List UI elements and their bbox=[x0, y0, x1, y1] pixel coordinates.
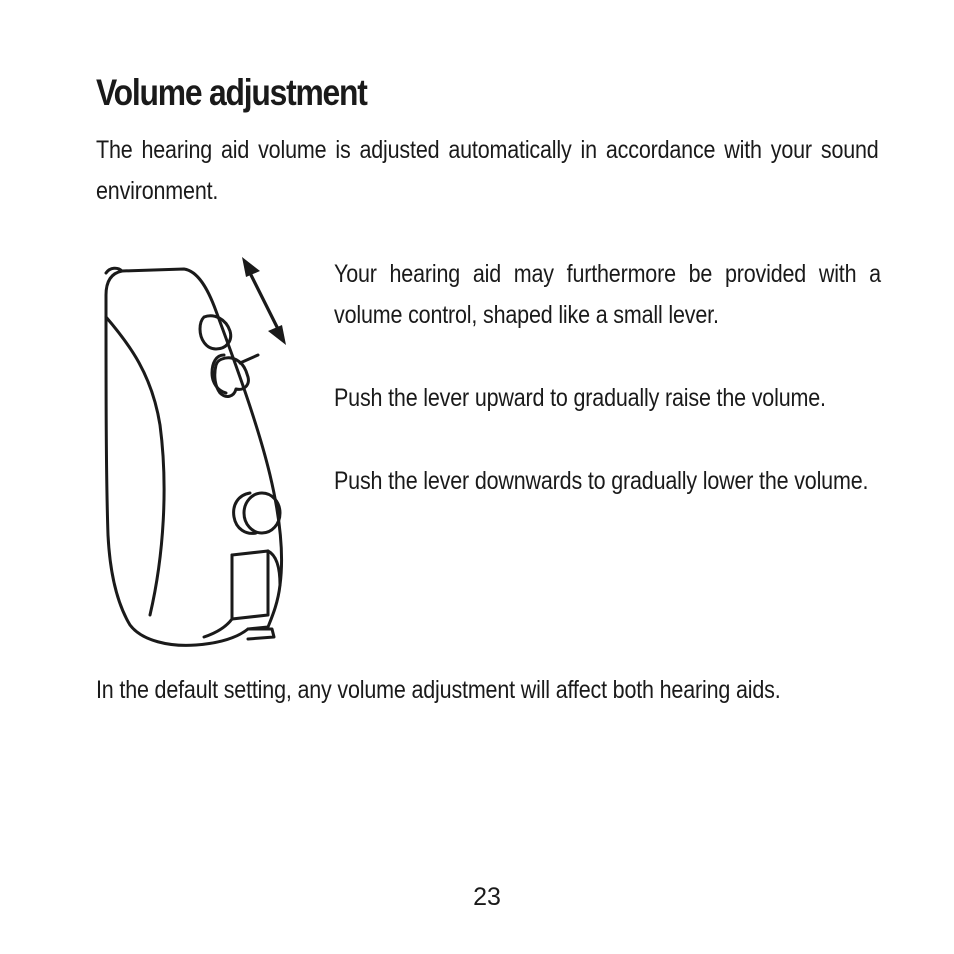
lower-volume-paragraph: Push the lever downwards to gradually lower the volume. bbox=[334, 467, 869, 495]
lever-instructions bbox=[334, 254, 954, 502]
page-number: 23 bbox=[473, 883, 501, 911]
lever-paragraph: Your hearing aid may furthermore be provided with a volume control, shaped like a small lever. bbox=[334, 260, 881, 329]
outro-block bbox=[96, 670, 954, 711]
double-arrow-icon bbox=[242, 257, 286, 345]
intro-block bbox=[96, 130, 954, 212]
hearing-aid-illustration bbox=[100, 255, 300, 655]
page-title: Volume adjustment bbox=[96, 72, 367, 113]
intro-paragraph: The hearing aid volume is adjusted automatically in accordance with your sound environment. bbox=[96, 136, 879, 205]
raise-volume-paragraph: Push the lever upward to gradually raise the volume. bbox=[334, 384, 826, 412]
default-setting-paragraph: In the default setting, any volume adjustment will affect both hearing aids. bbox=[96, 676, 781, 704]
hearing-aid-icon bbox=[100, 255, 300, 655]
